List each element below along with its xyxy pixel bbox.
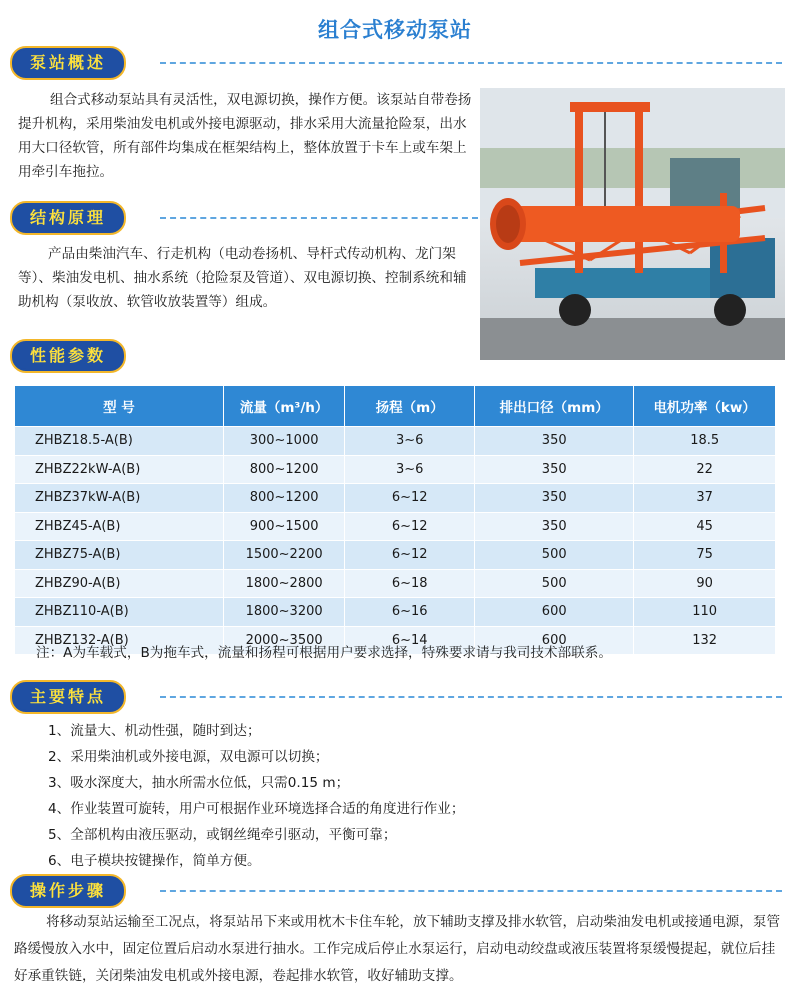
- cell-head: 6~14: [345, 626, 475, 655]
- column-header-outlet: 排出口径（mm）: [475, 386, 634, 427]
- cell-outlet: 500: [475, 569, 634, 598]
- cell-head: 6~16: [345, 598, 475, 627]
- pump-station-photo: [480, 88, 785, 360]
- cell-power: 37: [634, 484, 776, 513]
- cell-head: 6~12: [345, 541, 475, 570]
- cell-model: ZHBZ45-A(B): [15, 512, 224, 541]
- cell-flow: 900~1500: [223, 512, 344, 541]
- cell-model: ZHBZ110-A(B): [15, 598, 224, 627]
- cell-flow: 800~1200: [223, 484, 344, 513]
- divider-line: [160, 890, 782, 892]
- cell-flow: 2000~3500: [223, 626, 344, 655]
- cell-head: 6~12: [345, 484, 475, 513]
- cell-power: 75: [634, 541, 776, 570]
- cell-head: 6~12: [345, 512, 475, 541]
- column-header-power: 电机功率（kw）: [634, 386, 776, 427]
- cell-power: 22: [634, 455, 776, 484]
- cell-power: 110: [634, 598, 776, 627]
- table-row: [15, 598, 776, 627]
- cell-flow: 1500~2200: [223, 541, 344, 570]
- cell-model: ZHBZ132-A(B): [15, 626, 224, 655]
- table-row: [15, 455, 776, 484]
- table-row: [15, 569, 776, 598]
- cell-outlet: 350: [475, 512, 634, 541]
- cell-outlet: 350: [475, 427, 634, 456]
- table-row: [15, 427, 776, 456]
- cell-power: 18.5: [634, 427, 776, 456]
- cell-flow: 300~1000: [223, 427, 344, 456]
- table-row: [15, 541, 776, 570]
- cell-flow: 800~1200: [223, 455, 344, 484]
- cell-outlet: 500: [475, 541, 634, 570]
- divider-line: [160, 62, 782, 64]
- cell-model: ZHBZ75-A(B): [15, 541, 224, 570]
- features-heading-label: 主要特点: [10, 680, 126, 714]
- feature-item: 6、电子模块按键操作，简单方便。: [48, 853, 261, 869]
- spec-table: [14, 385, 776, 655]
- cell-head: 3~6: [345, 427, 475, 456]
- cell-flow: 1800~2800: [223, 569, 344, 598]
- pump-truck-illustration: [480, 88, 785, 360]
- cell-outlet: 600: [475, 626, 634, 655]
- feature-item: 3、吸水深度大，抽水所需水位低，只需0.15 m；: [48, 775, 350, 791]
- column-header-head: 扬程（m）: [345, 386, 475, 427]
- spec-table-header-row: [15, 386, 776, 427]
- table-note: 注：A为车载式，B为拖车式，流量和扬程可根据用户要求选择，特殊要求请与我司技术部联系。: [36, 645, 612, 661]
- feature-item: 4、作业装置可旋转，用户可根据作业环境选择合适的角度进行作业；: [48, 801, 465, 817]
- cell-outlet: 350: [475, 484, 634, 513]
- cell-model: ZHBZ18.5-A(B): [15, 427, 224, 456]
- cell-head: 6~18: [345, 569, 475, 598]
- cell-head: 3~6: [345, 455, 475, 484]
- column-header-model: 型 号: [15, 386, 224, 427]
- cell-model: ZHBZ37kW-A(B): [15, 484, 224, 513]
- overview-text: 组合式移动泵站具有灵活性，双电源切换，操作方便。该泵站自带卷扬提升机构，采用柴油发电机或外接电源驱动，排水采用大流量抢险泵，出水用大口径软管，所有部件均集成在框架结构上，整体放置于卡车上或车架上用牵引车拖拉。: [18, 92, 472, 180]
- operation-text: 将移动泵站运输至工况点，将泵站吊下来或用枕木卡住车轮，放下辅助支撑及排水软管，启动柴油发电机或接通电源，泵管路缓慢放入水中，固定位置后启动水泵进行抽水。工作完成后停止水泵运行，启动电动绞盘或液压装置将泵缓慢提起，就位后挂好承重铁链，关闭柴油发电机或外接电源，卷起排水软管，收好辅助支撑。: [14, 914, 781, 984]
- column-header-flow: 流量（m³/h）: [223, 386, 344, 427]
- feature-item: 5、全部机构由液压驱动，或钢丝绳牵引驱动，平衡可靠；: [48, 827, 397, 843]
- cell-power: 90: [634, 569, 776, 598]
- cell-flow: 1800~3200: [223, 598, 344, 627]
- structure-text: 产品由柴油汽车、行走机构（电动卷扬机、导杆式传动机构、龙门架等）、柴油发电机、抽水系统（抢险泵及管道）、双电源切换、控制系统和辅助机构（泵收放、软管收放装置等）组成。: [18, 246, 467, 310]
- page-title: 组合式移动泵站: [318, 18, 472, 42]
- overview-heading-label: 泵站概述: [10, 46, 126, 80]
- cell-power: 132: [634, 626, 776, 655]
- cell-outlet: 600: [475, 598, 634, 627]
- cell-outlet: 350: [475, 455, 634, 484]
- divider-line: [160, 217, 478, 219]
- table-row: [15, 512, 776, 541]
- cell-power: 45: [634, 512, 776, 541]
- table-row: [15, 484, 776, 513]
- operation-heading-label: 操作步骤: [10, 874, 126, 908]
- divider-line: [160, 696, 782, 698]
- feature-item: 1、流量大、机动性强，随时到达；: [48, 723, 261, 739]
- feature-item: 2、采用柴油机或外接电源，双电源可以切换；: [48, 749, 329, 765]
- params-heading-label: 性能参数: [10, 339, 126, 373]
- cell-model: ZHBZ90-A(B): [15, 569, 224, 598]
- cell-model: ZHBZ22kW-A(B): [15, 455, 224, 484]
- structure-heading-label: 结构原理: [10, 201, 126, 235]
